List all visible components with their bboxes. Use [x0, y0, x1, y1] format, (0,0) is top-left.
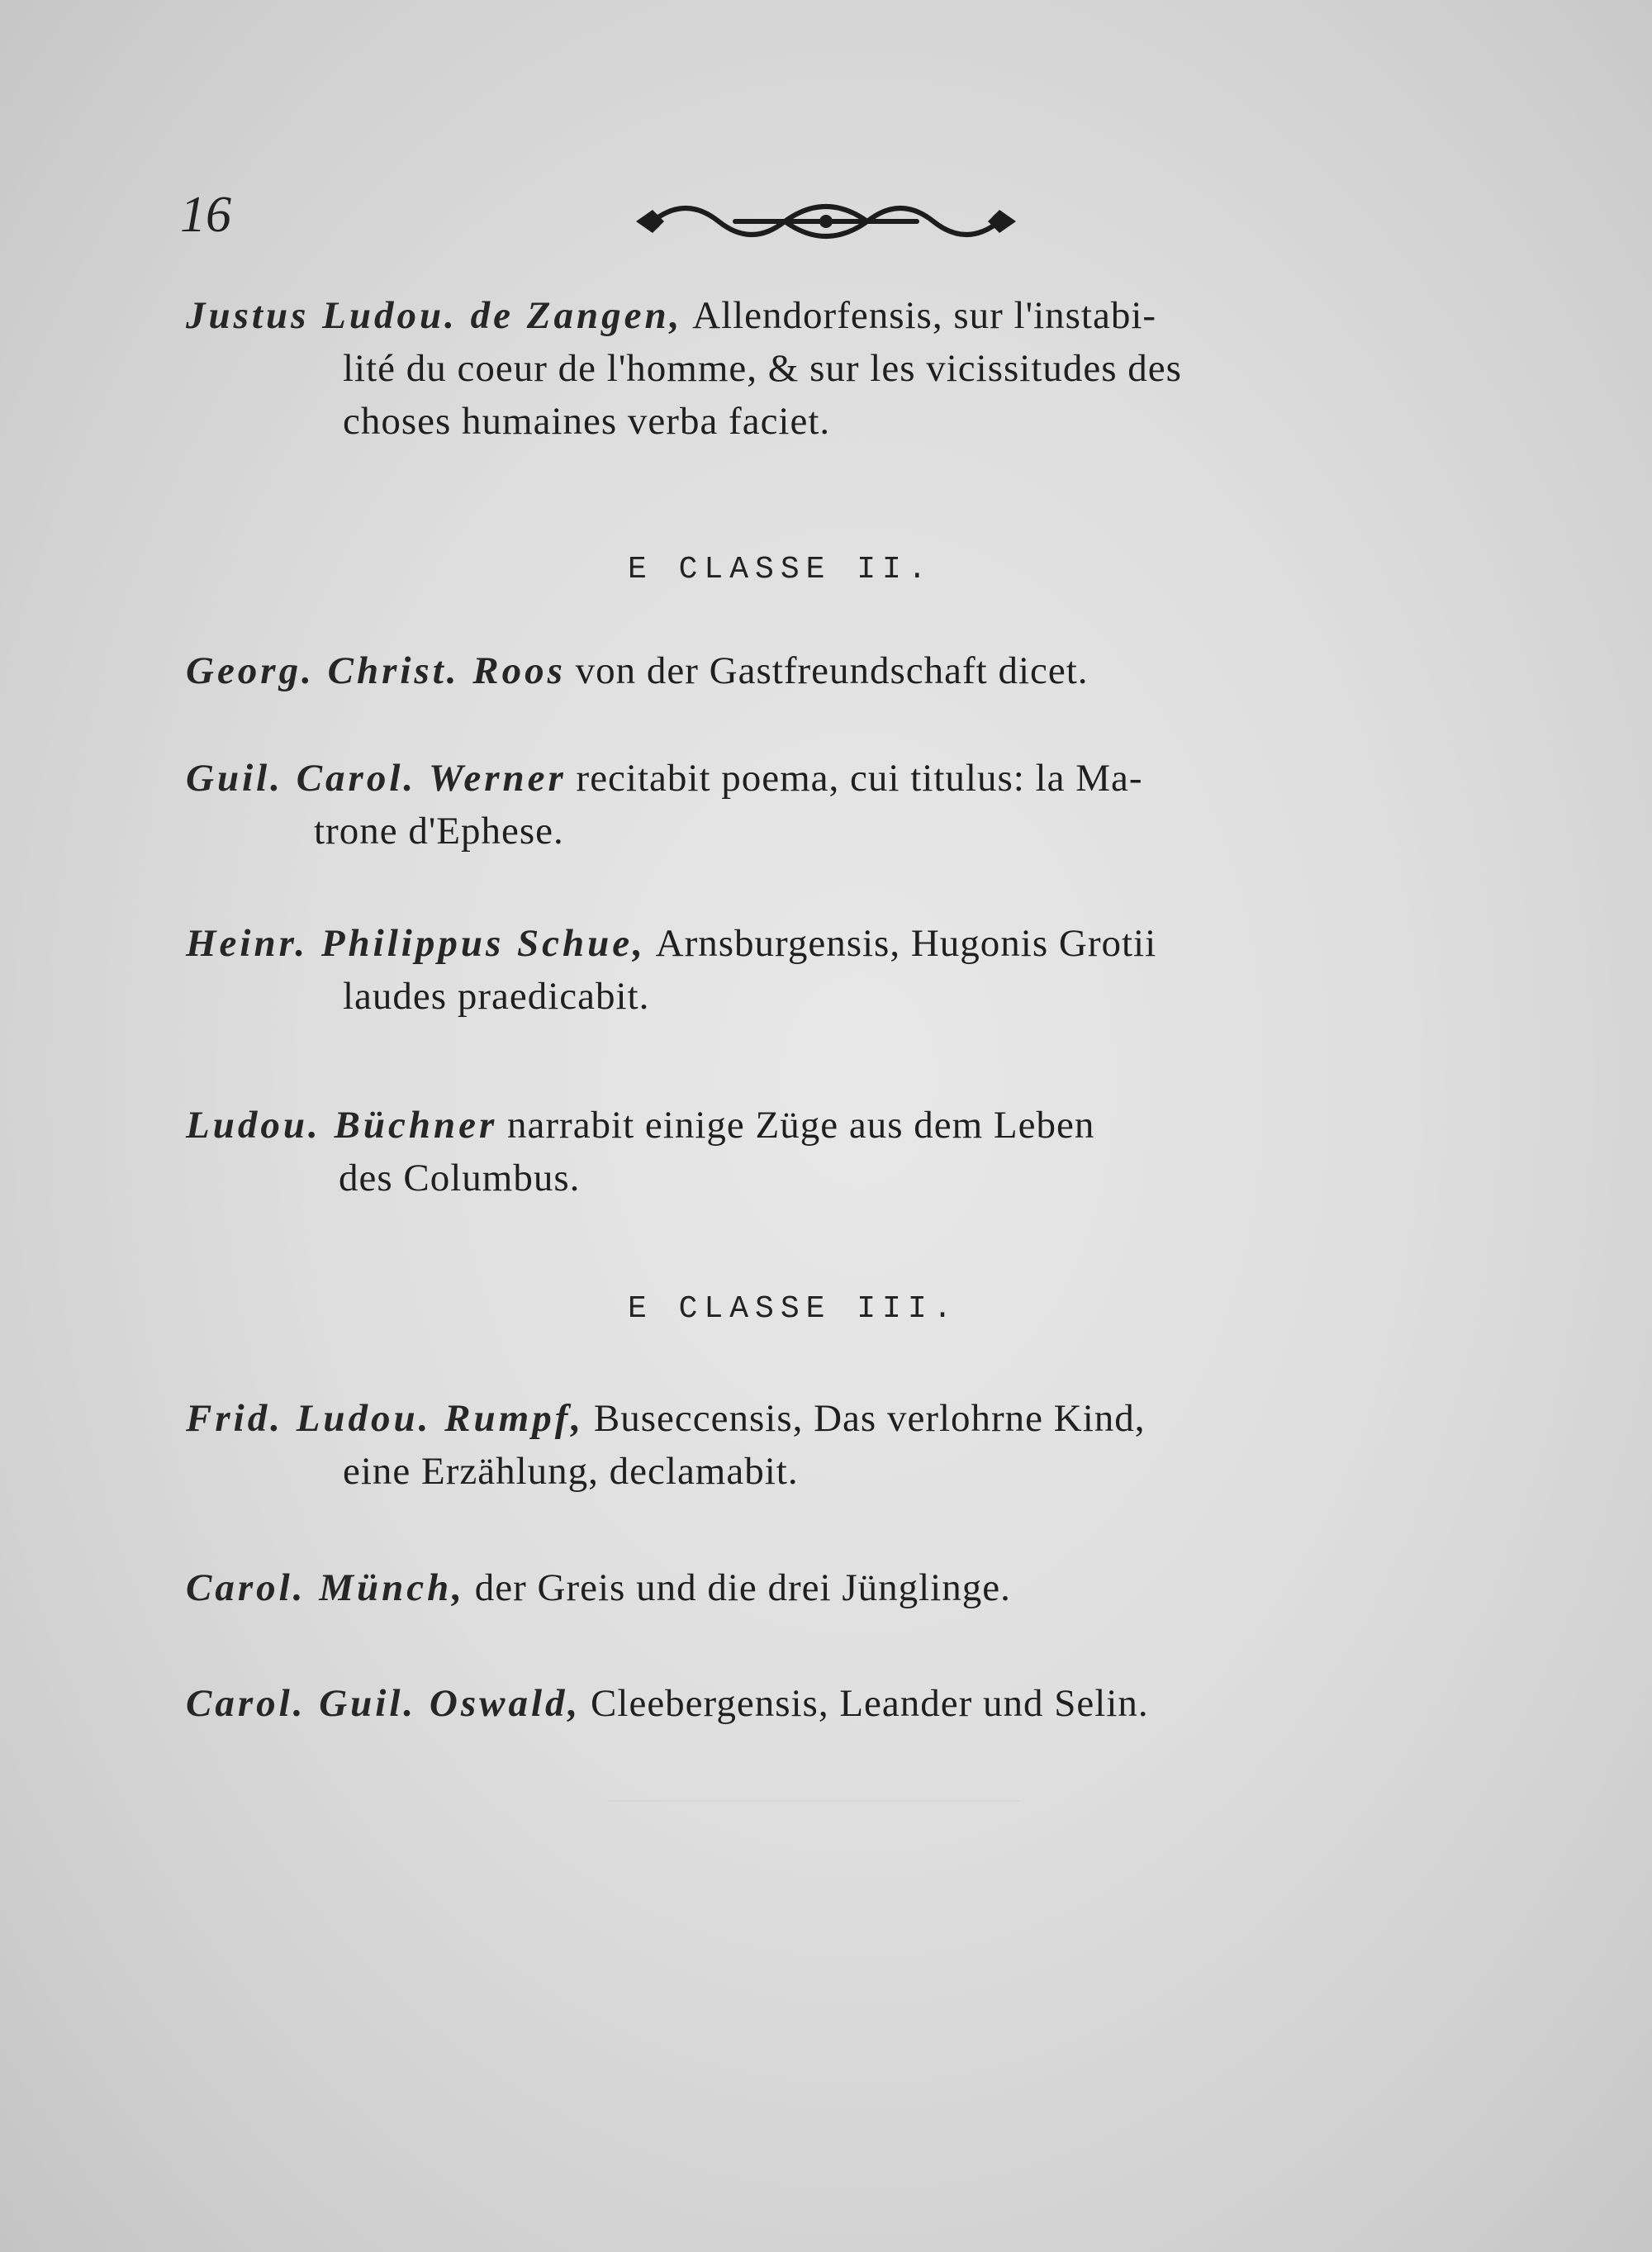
entry-text: Cleebergensis, Leander und Selin. — [591, 1682, 1149, 1725]
entry-continuation: des Columbus. — [339, 1157, 581, 1200]
entry-buchner — [186, 1099, 1474, 1204]
entry-oswald — [186, 1677, 1474, 1730]
entry-text: Allendorfensis, sur l'instabi- — [692, 294, 1157, 337]
bottom-rule — [607, 1776, 1020, 1826]
entry-name: Ludou. Büchner — [186, 1104, 498, 1147]
header-ornament — [636, 188, 1016, 254]
entry-name: Justus Ludou. de Zangen, — [186, 294, 683, 337]
entry-text: der Greis und die drei Jünglinge. — [474, 1566, 1011, 1609]
entry-text: narrabit einige Züge aus dem Leben — [507, 1104, 1095, 1147]
entry-munch — [186, 1561, 1474, 1614]
entry-continuation: eine Erzählung, declamabit. — [343, 1450, 799, 1493]
section-heading-classe-ii: E CLASSE II. — [628, 552, 933, 587]
entry-name: Guil. Carol. Werner — [186, 757, 567, 800]
entry-text: Arnsburgensis, Hugonis Grotii — [655, 922, 1157, 965]
entry-continuation: lité du coeur de l'homme, & sur les vicissitudes des — [343, 347, 1182, 390]
entry-name: Frid. Ludou. Rumpf, — [186, 1397, 585, 1440]
entry-continuation: laudes praedicabit. — [343, 975, 650, 1018]
entry-zangen — [186, 289, 1474, 448]
entry-text: recitabit poema, cui titulus: la Ma- — [576, 757, 1143, 800]
entry-name: Heinr. Philippus Schue, — [186, 922, 646, 965]
entry-werner — [186, 752, 1474, 858]
entry-name: Carol. Münch, — [186, 1566, 466, 1609]
entry-continuation: choses humaines verba faciet. — [343, 400, 831, 443]
entry-text: von der Gastfreundschaft dicet. — [575, 649, 1089, 692]
entry-rumpf — [186, 1392, 1474, 1498]
entry-text: Buseccensis, Das verlohrne Kind, — [593, 1397, 1146, 1440]
entry-name: Georg. Christ. Roos — [186, 649, 566, 692]
section-heading-classe-iii: E CLASSE III. — [628, 1291, 959, 1327]
entry-schue — [186, 917, 1474, 1023]
entry-name: Carol. Guil. Oswald, — [186, 1682, 582, 1725]
entry-continuation: trone d'Ephese. — [314, 810, 564, 853]
page-number: 16 — [180, 187, 231, 243]
entry-roos — [186, 644, 1474, 697]
